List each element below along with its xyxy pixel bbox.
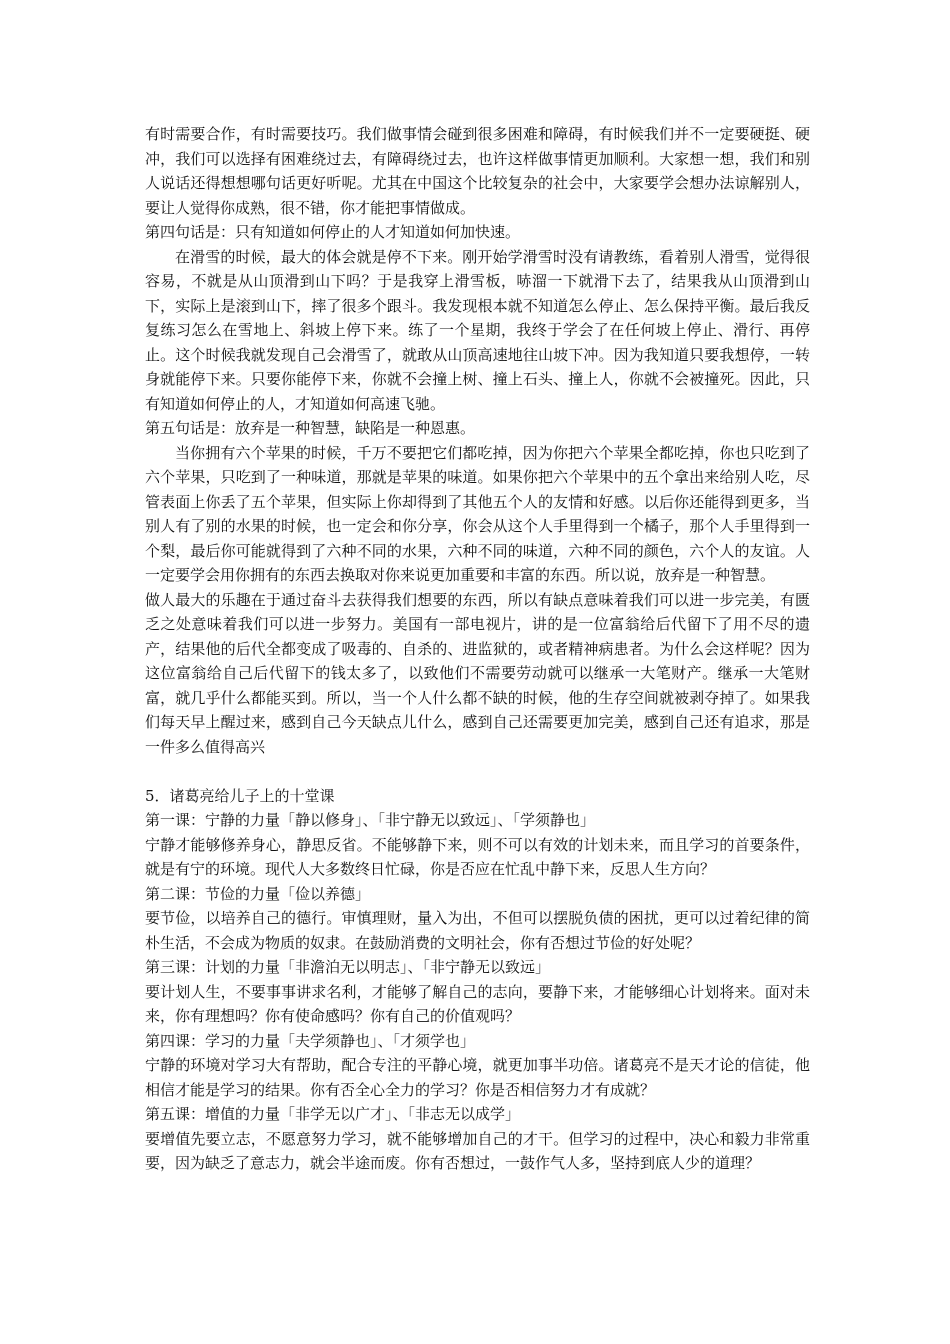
- lesson-two-body: 要节俭，以培养自己的德行。审慎理财，量入为出，不但可以摆脱负债的困扰，更可以过着纪律的简朴生活，不会成为物质的奴隶。在鼓励消费的文明社会，你有否想过节俭的好处呢？: [145, 909, 810, 952]
- paragraph-spacer: [145, 759, 810, 784]
- lesson-four-title: 第四课：学习的力量「夫学须静也」、「才须学也」: [145, 1031, 476, 1050]
- paragraph-skiing: 在滑雪的时候，最大的体会就是停不下来。刚开始学滑雪时没有请教练，看着别人滑雪，觉得很容易，不就是从山顶滑到山下吗？于是我穿上滑雪板，哧溜一下就滑下去了，结果我从山顶滑到山下，实际上是滚到山下，摔了很多个跟斗。我发现根本就不知道怎么停止、怎么保持平衡。最后我反复练习怎么在雪地上、斜坡上停下来。练了一个星期，我终于学会了在任何坡上停止、滑行、再停止。这个时候我就发现自己会滑雪了，就敢从山顶高速地往山坡下冲。因为我知道只要我想停，一转身就能停下来。只要你能停下来，你就不会撞上树、撞上石头、撞上人，你就不会被撞死。因此，只有知道如何停止的人，才知道如何高速飞驰。: [145, 247, 810, 413]
- paragraph-cooperation-skill: 有时需要合作，有时需要技巧。我们做事情会碰到很多困难和障碍，有时候我们并不一定要硬挺、硬冲，我们可以选择有困难绕过去，有障碍绕过去，也许这样做事情更加顺利。大家想一想，我们和别人说话还得想想哪句话更好听呢。尤其在中国这个比较复杂的社会中，大家要学会想办法谅解别人，要让人觉得你成熟，很不错，你才能把事情做成。: [145, 125, 810, 217]
- lesson-one-body: 宁静才能够修养身心，静思反省。不能够静下来，则不可以有效的计划未来，而且学习的首要条件，就是有宁的环境。现代人大多数终日忙碌，你是否应在忙乱中静下来，反思人生方向？: [145, 835, 810, 878]
- lesson-three-body: 要计划人生，不要事事讲求名利，才能够了解自己的志向，要静下来，才能够细心计划将来。面对未来，你有理想吗？你有使命感吗？你有自己的价值观吗？: [145, 982, 810, 1025]
- lesson-three-title: 第三课：计划的力量「非澹泊无以明志」、「非宁静无以致远」: [145, 958, 551, 976]
- heading-fifth-saying: 第五句话是：放弃是一种智慧，缺陷是一种恩惠。: [145, 419, 476, 437]
- lesson-five-title: 第五课：增值的力量「非学无以广才」、「非志无以成学」: [145, 1105, 521, 1123]
- section-title: 5．诸葛亮给儿子上的十堂课: [145, 786, 335, 805]
- lesson-one-title: 第一课：宁静的力量「静以修身」、「非宁静无以致远」、「学须静也」: [145, 811, 596, 829]
- lesson-two-title: 第二课：节俭的力量「俭以养德」: [145, 884, 371, 903]
- document-body: [145, 122, 810, 1176]
- lesson-five-body: 要增值先要立志，不愿意努力学习，就不能够增加自己的才干。但学习的过程中，决心和毅力非常重要，因为缺乏了意志力，就会半途而废。你有否想过，一鼓作气人多，坚持到底人少的道理？: [145, 1129, 810, 1172]
- paragraph-six-apples: 当你拥有六个苹果的时候，千万不要把它们都吃掉，因为你把六个苹果全都吃掉，你也只吃到了六个苹果，只吃到了一种味道，那就是苹果的味道。如果你把六个苹果中的五个拿出来给别人吃，尽管表面上你丢了五个苹果，但实际上你却得到了其他五个人的友情和好感。以后你还能得到更多，当别人有了别的水果的时候，也一定会和你分享，你会从这个人手里得到一个橘子，那个人手里得到一个梨，最后你可能就得到了六种不同的水果，六种不同的味道，六种不同的颜色，六个人的友谊。人一定要学会用你拥有的东西去换取对你来说更加重要和丰富的东西。所以说，放弃是一种智慧。: [145, 443, 810, 584]
- paragraph-defects-blessing: 做人最大的乐趣在于通过奋斗去获得我们想要的东西，所以有缺点意味着我们可以进一步完美，有匮乏之处意味着我们可以进一步努力。美国有一部电视片，讲的是一位富翁给后代留下了用不尽的遗产，结果他的后代全都变成了吸毒的、自杀的、进监狱的，或者精神病患者。为什么会这样呢？因为这位富翁给自己后代留下的钱太多了，以致他们不需要劳动就可以继承一大笔财产。继承一大笔财富，就几乎什么都能买到。所以，当一个人什么都不缺的时候，他的生存空间就被剥夺掉了。如果我们每天早上醒过来，感到自己今天缺点儿什么，感到自己还需要更加完美，感到自己还有追求，那是一件多么值得高兴: [145, 590, 810, 756]
- heading-fourth-saying: 第四句话是：只有知道如何停止的人才知道如何加快速。: [145, 223, 521, 241]
- lesson-four-body: 宁静的环境对学习大有帮助，配合专注的平静心境，就更加事半功倍。诸葛亮不是天才论的信徒，他相信才能是学习的结果。你有否全心全力的学习？你是否相信努力才有成就？: [145, 1056, 810, 1099]
